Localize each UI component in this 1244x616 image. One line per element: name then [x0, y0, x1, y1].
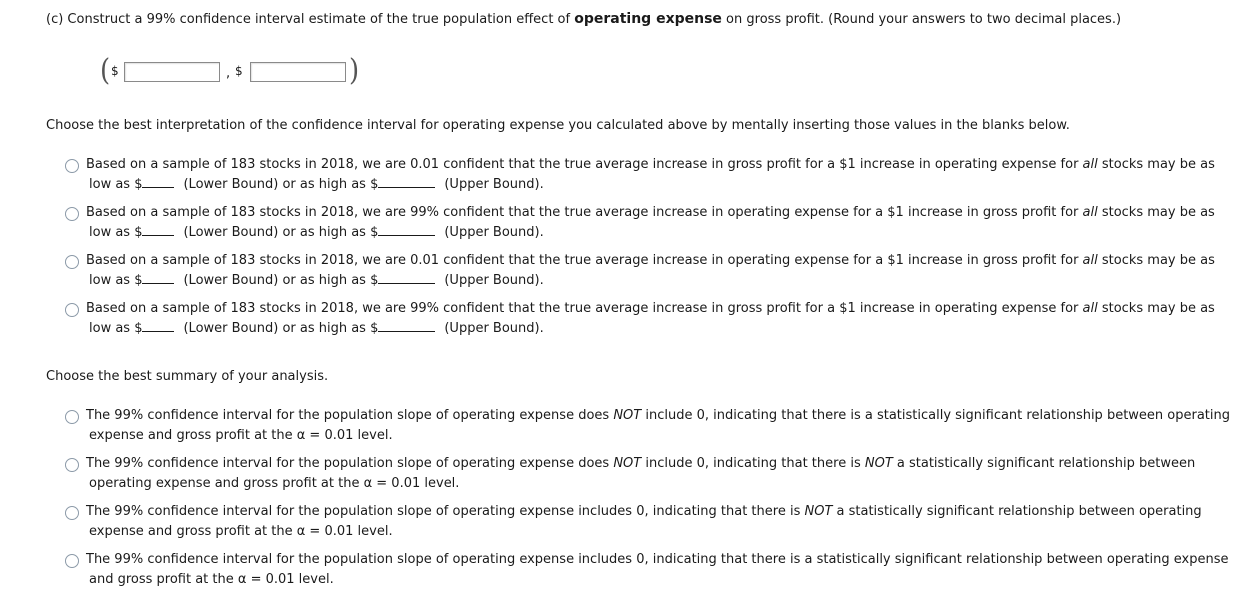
- option-text: (Lower Bound) or as high as $: [183, 177, 379, 192]
- option-text: stocks may be as: [1097, 301, 1215, 316]
- option-italic: all: [1082, 253, 1098, 268]
- option-text: a statistically significant relationship between operating: [832, 504, 1202, 519]
- interpretation-heading: Choose the best interpretation of the confidence interval for operating expense you calculated above by mentally inserting those values in the blanks below.: [46, 118, 1070, 133]
- summary-radio-3[interactable]: [65, 506, 79, 520]
- interpretation-radio-3[interactable]: [65, 255, 79, 269]
- option-text: (Upper Bound).: [444, 177, 544, 192]
- option-italic: NOT: [613, 456, 642, 471]
- option-italic: NOT: [864, 456, 893, 471]
- summary-option-1-line2[interactable]: expense and gross profit at the α = 0.01 level.: [89, 428, 393, 443]
- option-text: The 99% confidence interval for the population slope of operating expense includes 0, indicating that there is a statistically significant relationship between operating expense: [86, 552, 1229, 567]
- option-text: low as $: [89, 321, 143, 336]
- lower-bound-input[interactable]: [124, 62, 220, 82]
- option-text: Based on a sample of 183 stocks in 2018, we are 0.01 confident that the true average increase in operating expense for a $1 increase in gross profit for: [86, 253, 1083, 268]
- interpretation-option-1-line2[interactable]: [89, 177, 544, 192]
- upper-bound-input[interactable]: [250, 62, 346, 82]
- right-parenthesis: ): [349, 53, 360, 89]
- option-italic: all: [1082, 301, 1098, 316]
- summary-radio-1[interactable]: [65, 410, 79, 424]
- lower-bound-blank: [142, 178, 174, 188]
- option-italic: all: [1082, 205, 1098, 220]
- question-emphasis: operating expense: [574, 11, 722, 27]
- option-text: low as $: [89, 177, 143, 192]
- interpretation-option-4-line1[interactable]: [86, 301, 1215, 316]
- option-text: low as $: [89, 273, 143, 288]
- summary-option-2-line2[interactable]: operating expense and gross profit at the α = 0.01 level.: [89, 476, 460, 491]
- lower-bound-blank: [142, 322, 174, 332]
- upper-dollar-sign: $: [235, 64, 243, 78]
- option-text: The 99% confidence interval for the population slope of operating expense includes 0, indicating that there is: [86, 504, 805, 519]
- left-parenthesis: (: [100, 53, 111, 89]
- option-text: stocks may be as: [1097, 253, 1215, 268]
- upper-bound-blank: [378, 322, 435, 332]
- option-text: include 0, indicating that there is: [641, 456, 865, 471]
- interpretation-radio-2[interactable]: [65, 207, 79, 221]
- summary-option-2-line1[interactable]: [86, 456, 1195, 471]
- lower-bound-blank: [142, 274, 174, 284]
- summary-option-4-line2[interactable]: and gross profit at the α = 0.01 level.: [89, 572, 334, 587]
- option-text: (Lower Bound) or as high as $: [183, 225, 379, 240]
- upper-bound-blank: [378, 274, 435, 284]
- option-text: The 99% confidence interval for the population slope of operating expense does: [86, 408, 614, 423]
- interpretation-option-3-line2[interactable]: [89, 273, 544, 288]
- interpretation-radio-1[interactable]: [65, 159, 79, 173]
- summary-radio-4[interactable]: [65, 554, 79, 568]
- interpretation-option-4-line2[interactable]: [89, 321, 544, 336]
- question-suffix: on gross profit. (Round your answers to two decimal places.): [721, 12, 1122, 27]
- option-text: Based on a sample of 183 stocks in 2018, we are 99% confident that the true average increase in operating expense for a $1 increase in gross profit for: [86, 205, 1083, 220]
- option-text: a statistically significant relationship between: [892, 456, 1196, 471]
- option-text: (Lower Bound) or as high as $: [183, 273, 379, 288]
- summary-heading: Choose the best summary of your analysis.: [46, 369, 329, 384]
- interval-comma: ,: [226, 66, 231, 81]
- summary-option-1-line1[interactable]: [86, 408, 1230, 423]
- option-text: include 0, indicating that there is a statistically significant relationship between operating: [641, 408, 1231, 423]
- option-italic: NOT: [804, 504, 833, 519]
- option-text: low as $: [89, 225, 143, 240]
- interpretation-option-3-line1[interactable]: [86, 253, 1215, 268]
- summary-option-4-line1[interactable]: [86, 552, 1228, 567]
- interpretation-radio-4[interactable]: [65, 303, 79, 317]
- question-text: [46, 11, 1121, 27]
- option-text: The 99% confidence interval for the population slope of operating expense does: [86, 456, 614, 471]
- summary-option-3-line1[interactable]: [86, 504, 1202, 519]
- summary-radio-2[interactable]: [65, 458, 79, 472]
- option-text: stocks may be as: [1097, 157, 1215, 172]
- upper-bound-blank: [378, 226, 435, 236]
- option-text: stocks may be as: [1097, 205, 1215, 220]
- option-italic: NOT: [613, 408, 642, 423]
- interpretation-option-2-line2[interactable]: [89, 225, 544, 240]
- upper-bound-blank: [378, 178, 435, 188]
- option-text: (Upper Bound).: [444, 225, 544, 240]
- option-text: (Upper Bound).: [444, 321, 544, 336]
- option-text: Based on a sample of 183 stocks in 2018, we are 99% confident that the true average increase in gross profit for a $1 increase in operating expense for: [86, 301, 1083, 316]
- option-text: (Upper Bound).: [444, 273, 544, 288]
- summary-option-3-line2[interactable]: expense and gross profit at the α = 0.01 level.: [89, 524, 393, 539]
- option-text: (Lower Bound) or as high as $: [183, 321, 379, 336]
- option-text: Based on a sample of 183 stocks in 2018, we are 0.01 confident that the true average increase in gross profit for a $1 increase in operating expense for: [86, 157, 1083, 172]
- lower-dollar-sign: $: [111, 64, 119, 78]
- option-italic: all: [1082, 157, 1098, 172]
- question-prefix: (c) Construct a 99% confidence interval estimate of the true population effect of: [46, 12, 575, 27]
- interpretation-option-1-line1[interactable]: [86, 157, 1215, 172]
- interpretation-option-2-line1[interactable]: [86, 205, 1215, 220]
- lower-bound-blank: [142, 226, 174, 236]
